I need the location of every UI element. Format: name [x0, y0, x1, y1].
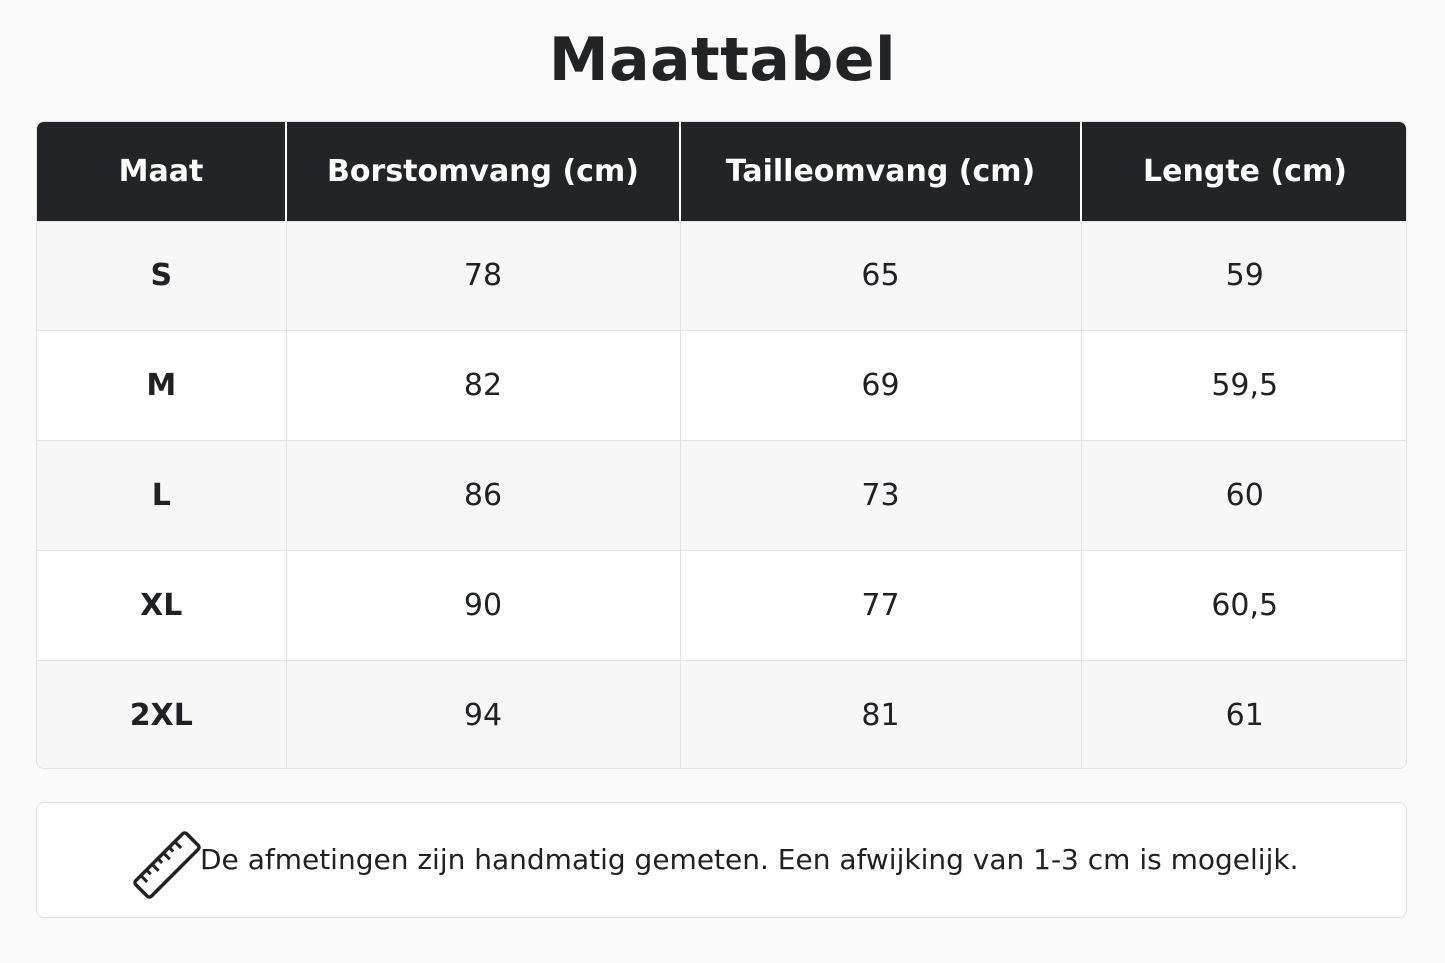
- length-cell: 60,5: [1081, 550, 1407, 660]
- note-text: De afmetingen zijn handmatig gemeten. Een afwijking van 1-3 cm is mogelijk.: [200, 843, 1299, 876]
- length-cell: 61: [1081, 660, 1407, 769]
- waist-cell: 65: [680, 221, 1081, 331]
- chest-cell: 94: [286, 660, 680, 769]
- waist-cell: 81: [680, 660, 1081, 769]
- waist-cell: 73: [680, 441, 1081, 551]
- chest-cell: 82: [286, 331, 680, 441]
- chest-cell: 86: [286, 441, 680, 551]
- ruler-icon: [127, 825, 207, 905]
- column-header-lengte: Lengte (cm): [1081, 122, 1407, 221]
- table-row: [37, 221, 1407, 331]
- table-row: [37, 331, 1407, 441]
- measurement-note: [36, 802, 1407, 918]
- size-cell: M: [37, 331, 286, 441]
- length-cell: 59: [1081, 221, 1407, 331]
- table-header-row: [37, 122, 1407, 221]
- column-header-borstomvang: Borstomvang (cm): [286, 122, 680, 221]
- table-row: [37, 660, 1407, 769]
- waist-cell: 69: [680, 331, 1081, 441]
- size-table-container: [36, 121, 1407, 769]
- waist-cell: 77: [680, 550, 1081, 660]
- column-header-tailleomvang: Tailleomvang (cm): [680, 122, 1081, 221]
- chest-cell: 90: [286, 550, 680, 660]
- length-cell: 59,5: [1081, 331, 1407, 441]
- size-table: [37, 122, 1407, 769]
- size-cell: XL: [37, 550, 286, 660]
- table-row: [37, 441, 1407, 551]
- size-cell: L: [37, 441, 286, 551]
- chest-cell: 78: [286, 221, 680, 331]
- size-cell: S: [37, 221, 286, 331]
- page-title: Maattabel: [548, 25, 897, 95]
- size-cell: 2XL: [37, 660, 286, 769]
- column-header-maat: Maat: [37, 122, 286, 221]
- table-row: [37, 550, 1407, 660]
- length-cell: 60: [1081, 441, 1407, 551]
